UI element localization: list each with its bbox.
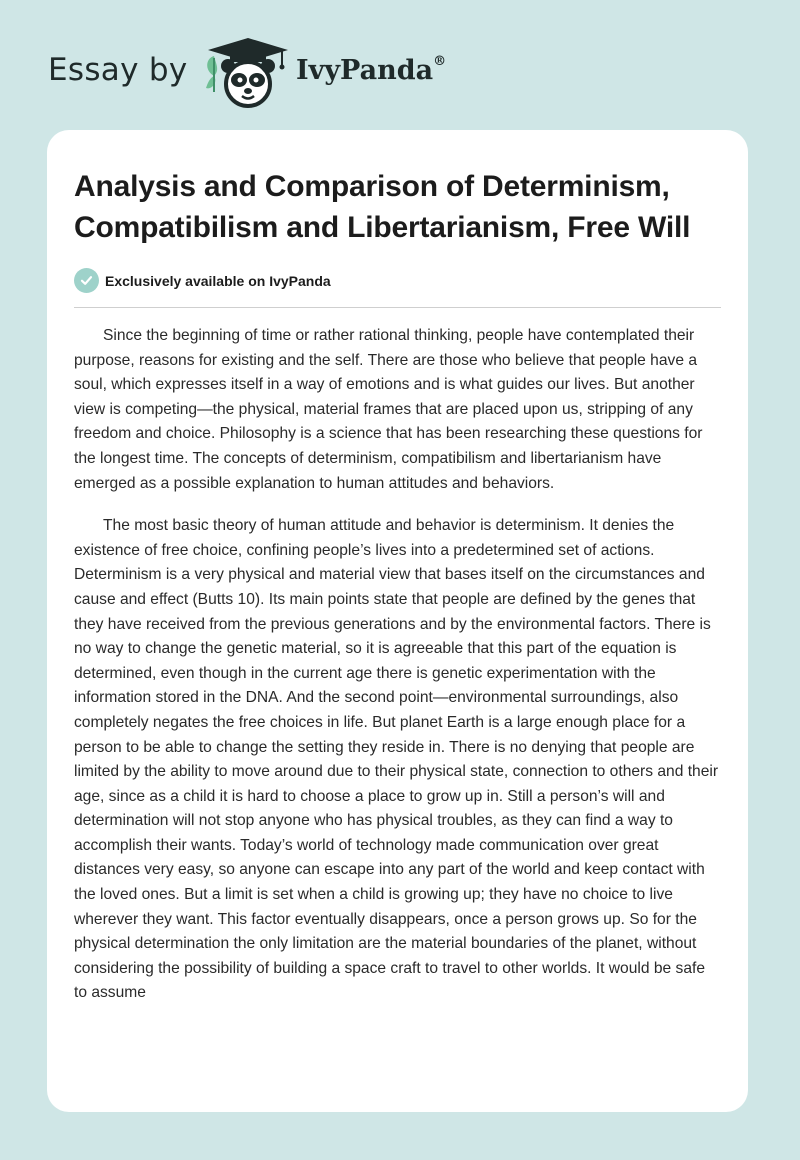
panda-graduate-icon[interactable] — [200, 36, 296, 108]
essay-paragraph: Since the beginning of time or rather rational thinking, people have contemplated their purpose, reasons for existing and the self. There are those who believe that people have a soul, which expresses itself in a way of emotions and is what guides our lives. But another view is competing—the physical, material frames that are placed upon us, stripping of any freedom and choice. Philosophy is a science that has been researching these questions for the longest time. The concepts of determinism, compatibilism and libertarianism have emerged as a possible explanation to human attitudes and behaviors. — [74, 327, 703, 492]
registered-mark: ® — [433, 54, 447, 69]
check-circle-icon — [74, 268, 99, 293]
brand-name[interactable] — [296, 55, 446, 86]
exclusive-badge — [74, 268, 721, 293]
site-header — [0, 0, 800, 130]
essay-by-label: Essay by — [48, 52, 188, 88]
exclusive-badge-label: Exclusively available on IvyPanda — [105, 272, 331, 289]
divider — [74, 307, 721, 308]
brand-text: IvyPanda — [296, 55, 434, 86]
essay-card — [47, 130, 748, 1112]
essay-title: Analysis and Comparison of Determinism, Compatibilism and Libertarianism, Free Will — [74, 170, 691, 244]
essay-body — [74, 324, 721, 1006]
essay-paragraph: The most basic theory of human attitude and behavior is determinism. It denies the existence of free choice, confining people’s lives into a predetermined set of actions. Determinism is a very physical and material view that bases itself on the circumstances and cause and effect (Butts 10). Its main points state that people are defined by the genes that they have received from the previous generations and by the environmental factors. There is no way to change the genetic material, so it is agreeable that this part of the equation is determined, even though in the current age there is genetic experimentation with the information stored in the DNA. And the second point—environmental surroundings, also completely negates the free choices in life. But planet Earth is a large enough place for a person to be able to change the setting they reside in. There is no denying that people are limited by the ability to move around due to their physical state, connection to others and their age, since as a child it is hard to choose a place to grow up in. Still a person’s will and determination will not stop anyone who has physical troubles, as they can find a way to accomplish their wants. Today’s world of technology made communication over great distances very easy, so anyone can escape into any part of the world and keep contact with the loved ones. But a limit is set when a child is growing up; they have no choice to live wherever they want. This factor eventually disappears, once a person grows up. So for the physical determination the only limitation are the material boundaries of the planet, without considering the possibility of building a space craft to travel to other worlds. It would be safe to assume — [74, 517, 719, 1002]
